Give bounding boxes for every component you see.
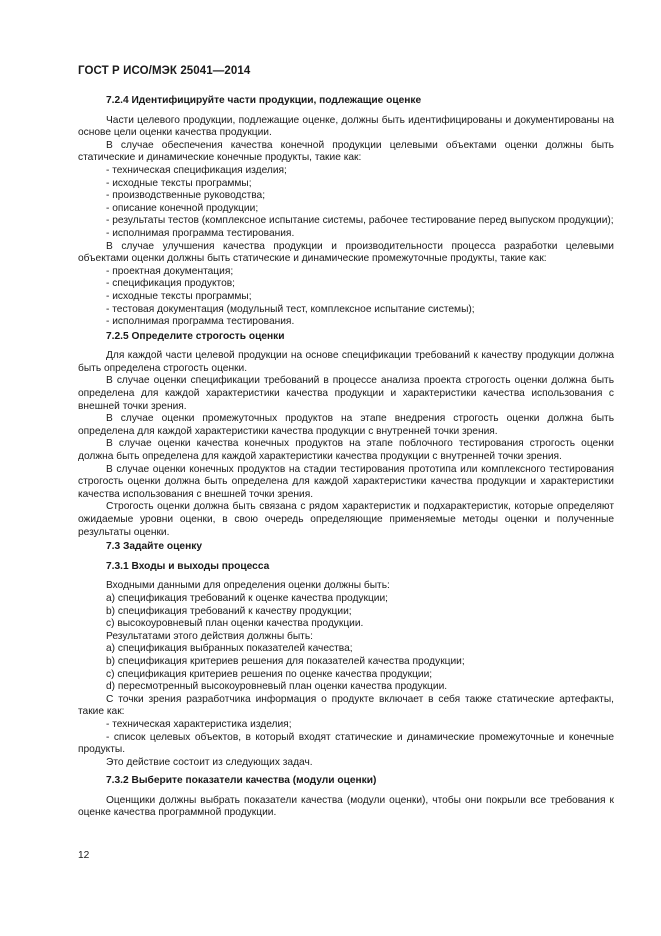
list-item: c) спецификация критериев решения по оценке качества продукции; [106, 668, 433, 680]
paragraph: В случае обеспечения качества конечной продукции целевыми объектами оценки должны быть статические и динамические конечные продукты, такие как: [78, 139, 614, 164]
list-item: - техническая характеристика изделия; [106, 718, 292, 730]
list-item: b) спецификация критериев решения для показателей качества продукции; [106, 655, 465, 667]
section-heading-7-3-1: 7.3.1 Входы и выходы процесса [106, 560, 270, 572]
paragraph: Строгость оценки должна быть связана с рядом характеристик и подхарактеристик, которые определяют ожидаемые уровни оценки, в свою очередь определяющие применяемые методы оценки и полученные результаты оценки. [78, 501, 614, 538]
paragraph: В случае оценки качества конечных продуктов на этапе поблочного тестирования строгость оценки должна быть определена для каждой характеристики качества продукции с внутренней точки зрения. [78, 438, 614, 463]
list-item: d) пересмотренный высокоуровневый план оценки качества продукции. [106, 681, 448, 693]
list-item: - проектная документация; [106, 265, 234, 277]
paragraph: С точки зрения разработчика информация о продукте включает в себя также статические артефакты, такие как: [78, 693, 614, 718]
paragraph: Оценщики должны выбрать показатели качества (модули оценки), чтобы они покрыли все требования к оценке качества программной продукции. [78, 794, 614, 819]
section-heading-7-3-2: 7.3.2 Выберите показатели качества (модули оценки) [106, 775, 377, 787]
list-item: - исполнимая программа тестирования. [106, 227, 295, 239]
section-heading-7-2-4: 7.2.4 Идентифицируйте части продукции, подлежащие оценке [106, 95, 422, 106]
document-body [78, 95, 614, 820]
list-item: a) спецификация требований к оценке качества продукции; [106, 592, 389, 604]
paragraph: Части целевого продукции, подлежащие оценке, должны быть идентифицированы и документированы на основе цели оценки качества продукции. [78, 114, 614, 139]
paragraph: Входными данными для определения оценки должны быть: [106, 580, 390, 592]
list-item: - список целевых объектов, в который входят статические и динамические промежуточные и конечные продукты. [78, 731, 614, 756]
paragraph: В случае оценки спецификации требований в процессе анализа проекта строгость оценки должна быть определена для каждой характеристики качества продукции и характеристики качества использования с внешней точки зрения. [78, 375, 614, 412]
paragraph: В случае улучшения качества продукции и производительности процесса разработки целевыми объектами оценки должны быть статические и динамические промежуточные продукты, такие как: [78, 240, 614, 265]
paragraph: Результатами этого действия должны быть: [106, 630, 313, 642]
list-item: - производственные руководства; [106, 190, 266, 202]
paragraph: В случае оценки конечных продуктов на стадии тестирования прототипа или комплексного тестирования строгость оценки должна быть определена для каждой характеристики качества продукции и характеристики качества использования с внешней точки зрения. [78, 463, 614, 500]
list-item: - техническая спецификация изделия; [106, 164, 287, 176]
paragraph: Это действие состоит из следующих задач. [106, 756, 313, 768]
list-item: - спецификация продуктов; [106, 278, 236, 290]
section-heading-7-3: 7.3 Задайте оценку [106, 541, 202, 553]
list-item: - исходные тексты программы; [106, 177, 252, 189]
list-item: - тестовая документация (модульный тест, комплексное испытание системы); [106, 303, 475, 315]
list-item: - исходные тексты программы; [106, 290, 252, 302]
page-number: 12 [78, 850, 90, 861]
list-item: b) спецификация требований к качеству продукции; [106, 605, 352, 617]
list-item: a) спецификация выбранных показателей качества; [106, 643, 353, 655]
section-heading-7-2-5: 7.2.5 Определите строгость оценки [106, 330, 285, 342]
document-header: ГОСТ Р ИСО/МЭК 25041—2014 [78, 65, 251, 77]
list-item: - описание конечной продукции; [106, 202, 259, 214]
list-item: - исполнимая программа тестирования. [106, 316, 295, 328]
list-item: c) высокоуровневый план оценки качества продукции. [106, 618, 364, 630]
paragraph: Для каждой части целевой продукции на основе спецификации требований к качеству продукции должна быть определена строгость оценки. [78, 350, 614, 374]
list-item: - результаты тестов (комплексное испытание системы, рабочее тестирование перед выпуском продукции); [106, 215, 614, 227]
paragraph: В случае оценки промежуточных продуктов на этапе внедрения строгость оценки должна быть определена для каждой характеристики качества продукции с внутренней точки зрения. [78, 413, 614, 437]
